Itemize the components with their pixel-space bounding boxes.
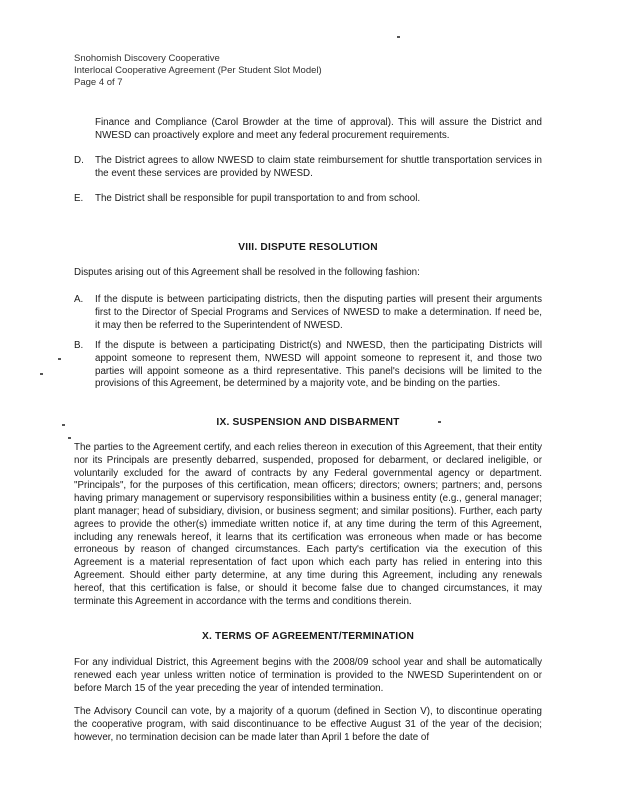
item-letter: B. (74, 340, 84, 351)
item-a (74, 294, 542, 332)
section-heading-suspension-disbarment: IX. SUSPENSION AND DISBARMENT (216, 417, 400, 428)
scan-speck (40, 373, 43, 375)
item-text: The District shall be responsible for pupil transportation to and from school. (95, 193, 421, 204)
scan-speck (397, 36, 400, 38)
header-organization: Snohomish Discovery Cooperative (74, 53, 220, 64)
item-text: The District agrees to allow NWESD to claim state reimbursement for shuttle transportation services in the event these services are provided by NWESD. (95, 155, 542, 179)
item-letter: E. (74, 193, 84, 204)
header-page-number: Page 4 of 7 (74, 77, 123, 88)
section-heading-dispute-resolution: VIII. DISPUTE RESOLUTION (238, 242, 378, 253)
item-e (74, 193, 542, 206)
terms-paragraph-2: The Advisory Council can vote, by a majority of a quorum (defined in Section V), to discontinue operating the cooperative program, with said discontinuance to be effective August 31 of the year of the decision; however, no termination decision can be made later than April 1 before the date of (74, 706, 542, 743)
item-text: If the dispute is between participating districts, then the disputing parties will present their arguments first to the Director of Special Programs and Services of NWESD to make a determination. If need be, it may then be referred to the Superintendent of NWESD. (95, 294, 542, 331)
document-header (74, 53, 322, 89)
scan-speck (438, 421, 441, 423)
item-letter: A. (74, 294, 84, 305)
section-heading-terms-termination: X. TERMS OF AGREEMENT/TERMINATION (201, 631, 415, 642)
scan-speck (68, 437, 71, 439)
header-agreement-title: Interlocal Cooperative Agreement (Per Student Slot Model) (74, 65, 322, 76)
item-text: If the dispute is between a participating District(s) and NWESD, then the participating Districts will appoint someone to represent them, NWESD will appoint someone to represent it, and those two parties will appoint someone as a third representative. This panel's decisions will be limited to the provisions of this Agreement, be determined by a majority vote, and be binding on the parties. (95, 340, 542, 390)
scan-speck (62, 424, 65, 426)
intro-continuation: Finance and Compliance (Carol Browder at the time of approval). This will assure the District and NWESD can proactively explore and meet any federal procurement requirements. (95, 117, 542, 141)
item-b (74, 340, 542, 391)
scan-speck (58, 358, 61, 360)
dispute-intro: Disputes arising out of this Agreement shall be resolved in the following fashion: (74, 267, 420, 278)
item-letter: D. (74, 155, 84, 166)
suspension-disbarment-text: The parties to the Agreement certify, and each relies thereon in execution of this Agreement, that their entity nor its Principals are presently debarred, suspended, proposed for debarment, or declared ineligible, or voluntarily excluded for the award of contracts by any Federal governmental agency or department. "Principals", for the purposes of this certification, mean officers; directors; owners; partners; and, persons having primary management or supervisory responsibilities within a business entity (e.g., general manager; plant manager; head of subsidiary, division, or business segment; and similar positions). Further, each party agrees to provide the other(s) immediate written notice if, at any time during the term of this Agreement, including any renewals hereof, it learns that its certification was erroneous when made or has become erroneous by reason of changed circumstances. Each party's certification via the execution of this Agreement is a material representation of fact upon which each party has relied in entering into this Agreement. Should either party determine, at any time during this Agreement, including any renewals hereof, that this certification is false, or should it become false due to changed circumstances, it may terminate this Agreement in accordance with the terms and conditions therein. (74, 442, 542, 607)
item-d (74, 155, 542, 181)
terms-paragraph-1: For any individual District, this Agreement begins with the 2008/09 school year and shall be automatically renewed each year unless written notice of termination is provided to the NWESD Superintendent on or before March 15 of the year preceding the year of intended termination. (74, 657, 542, 694)
